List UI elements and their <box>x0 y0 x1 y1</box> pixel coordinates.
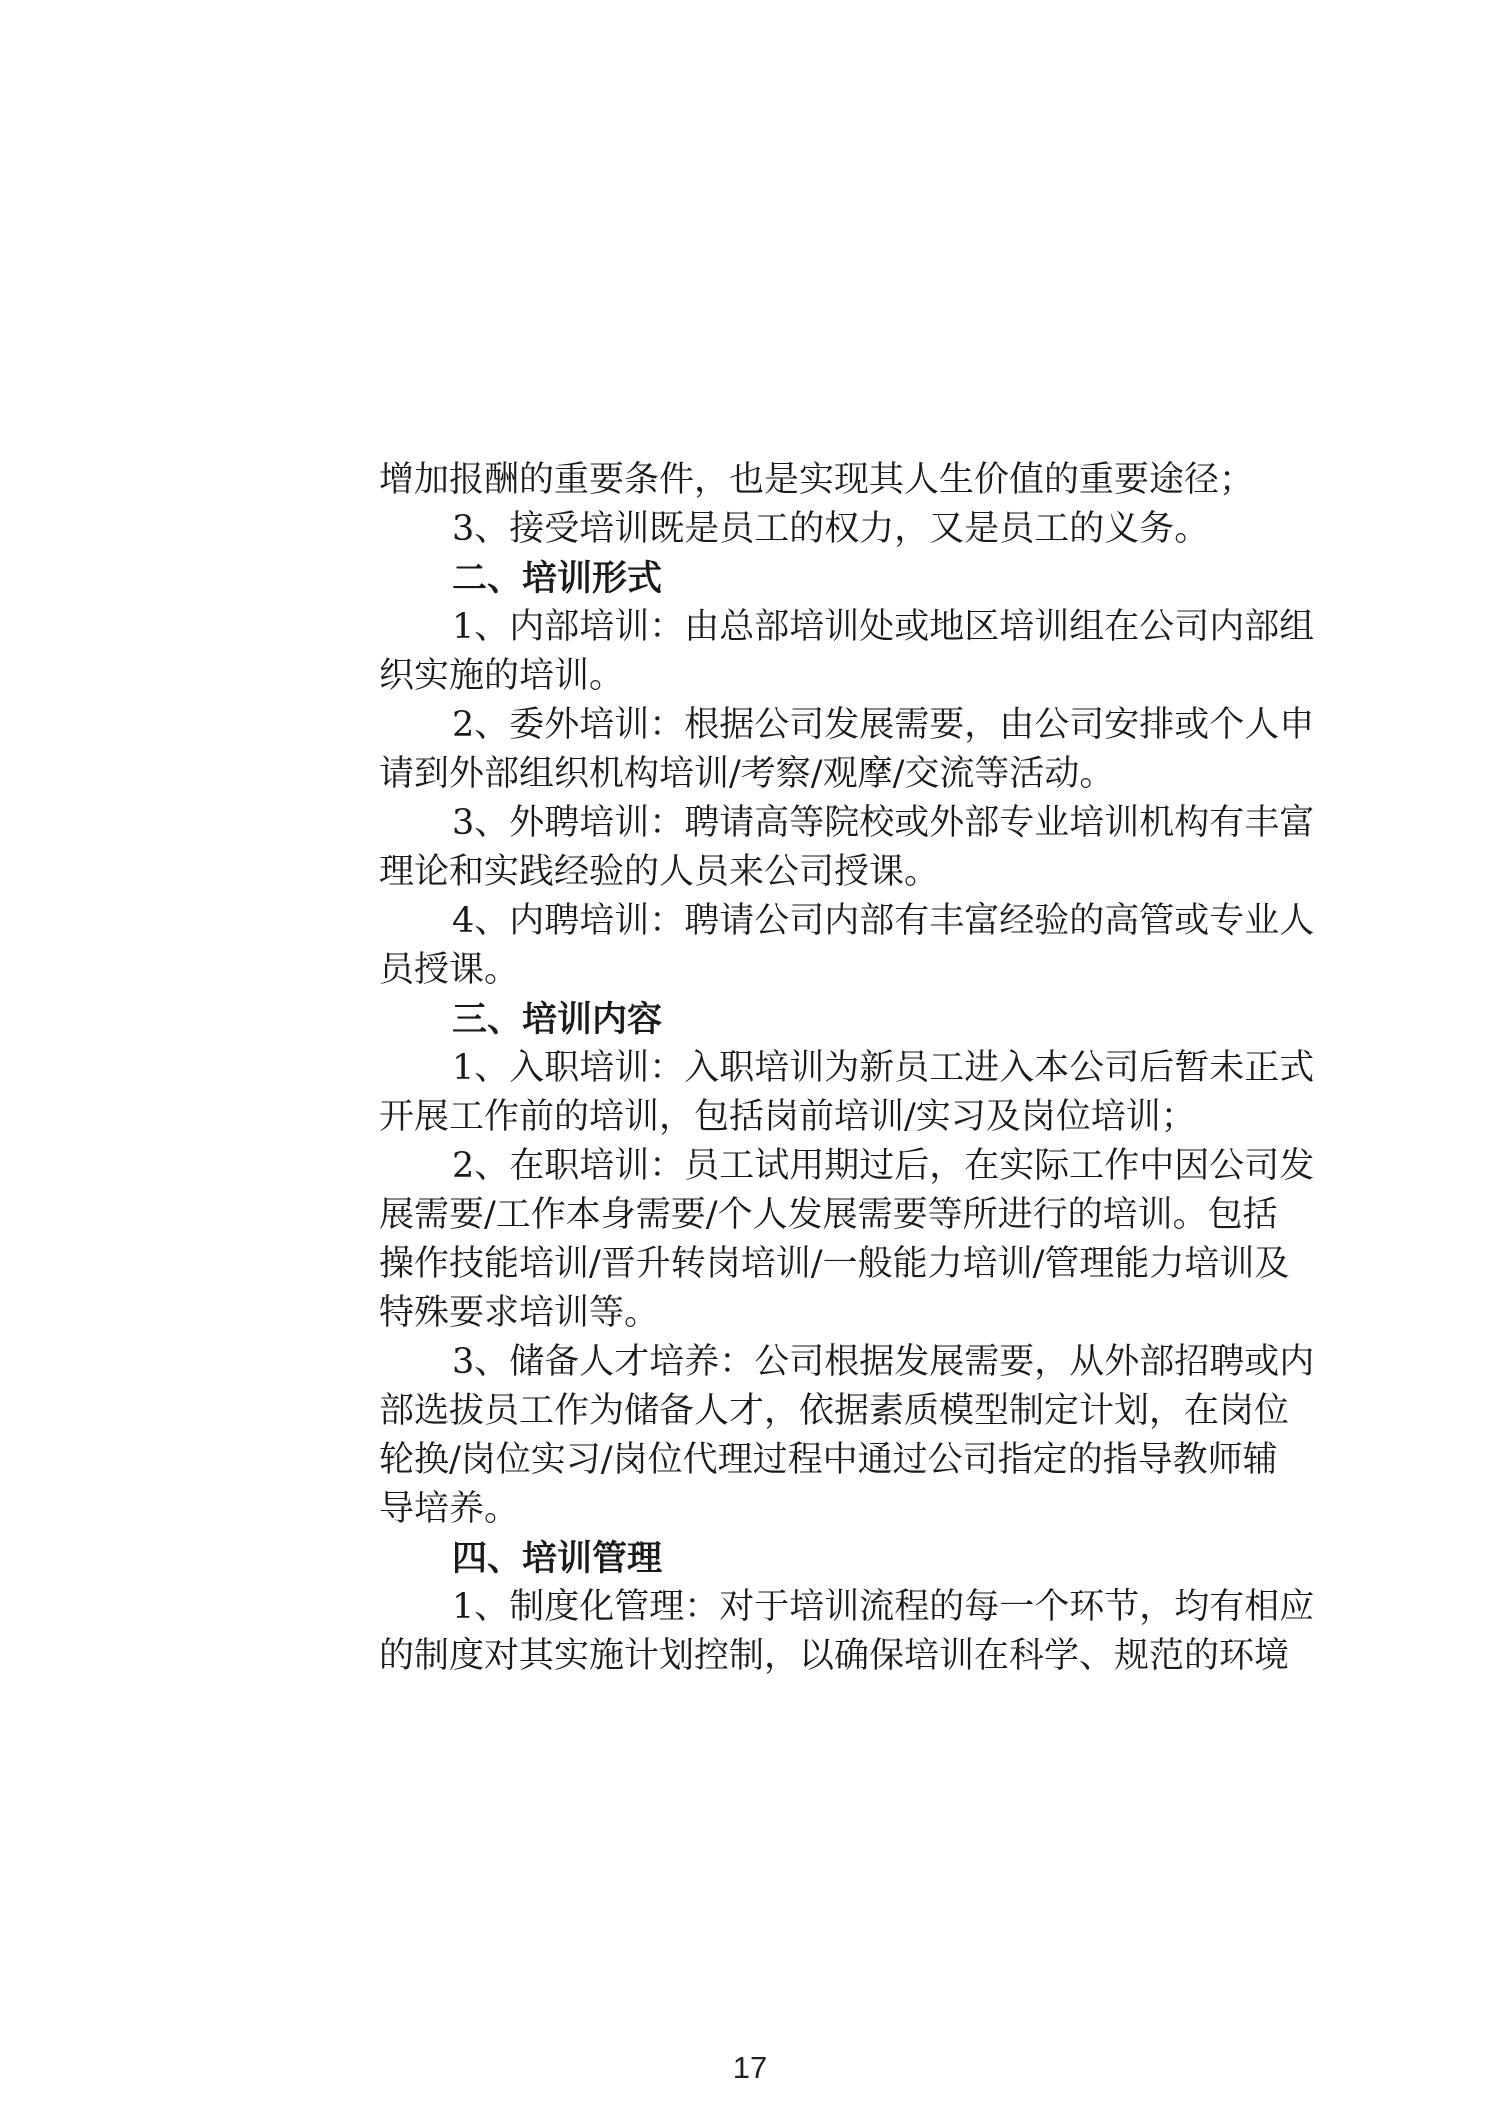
text-line: 特殊要求培训等。 <box>379 1293 660 1333</box>
section-heading: 四、培训管理 <box>452 1538 663 1579</box>
text-line: 理论和实践经验的人员来公司授课。 <box>379 852 940 892</box>
text-line: 开展工作前的培训，包括岗前培训/实习及岗位培训； <box>379 1097 1196 1137</box>
text-line: 请到外部组织机构培训/考察/观摩/交流等活动。 <box>379 754 1115 794</box>
section-heading: 二、培训形式 <box>452 558 663 599</box>
text-line: 导培养。 <box>379 1489 520 1529</box>
text-line: 2、在职培训：员工试用期过后，在实际工作中因公司发 <box>452 1146 1315 1186</box>
text-line: 织实施的培训。 <box>379 656 625 696</box>
text-line: 员授课。 <box>379 950 520 990</box>
text-line: 2、委外培训：根据公司发展需要，由公司安排或个人申 <box>452 705 1315 745</box>
text-line: 1、制度化管理：对于培训流程的每一个环节，均有相应 <box>452 1587 1315 1627</box>
text-line: 操作技能培训/晋升转岗培训/一般能力培训/管理能力培训及 <box>379 1244 1290 1284</box>
text-line: 部选拔员工作为储备人才，依据素质模型制定计划，在岗位 <box>379 1391 1290 1431</box>
text-line: 轮换/岗位实习/岗位代理过程中通过公司指定的指导教师辅 <box>379 1440 1278 1480</box>
text-line: 增加报酬的重要条件，也是实现其人生价值的重要途径； <box>379 460 1255 500</box>
document-body <box>379 456 1315 1681</box>
section-heading: 三、培训内容 <box>452 999 663 1040</box>
text-line: 3、外聘培训：聘请高等院校或外部专业培训机构有丰富 <box>452 803 1315 843</box>
page-number: 17 <box>732 2050 768 2085</box>
text-line: 1、入职培训：入职培训为新员工进入本公司后暂未正式 <box>452 1048 1315 1088</box>
text-line: 3、储备人才培养：公司根据发展需要，从外部招聘或内 <box>452 1342 1315 1382</box>
text-line: 3、接受培训既是员工的权力，又是员工的义务。 <box>452 509 1210 549</box>
text-line: 展需要/工作本身需要/个人发展需要等所进行的培训。包括 <box>379 1195 1278 1235</box>
text-line: 4、内聘培训：聘请公司内部有丰富经验的高管或专业人 <box>452 901 1315 941</box>
text-line: 的制度对其实施计划控制，以确保培训在科学、规范的环境 <box>379 1636 1290 1676</box>
text-line: 1、内部培训：由总部培训处或地区培训组在公司内部组 <box>452 607 1315 647</box>
